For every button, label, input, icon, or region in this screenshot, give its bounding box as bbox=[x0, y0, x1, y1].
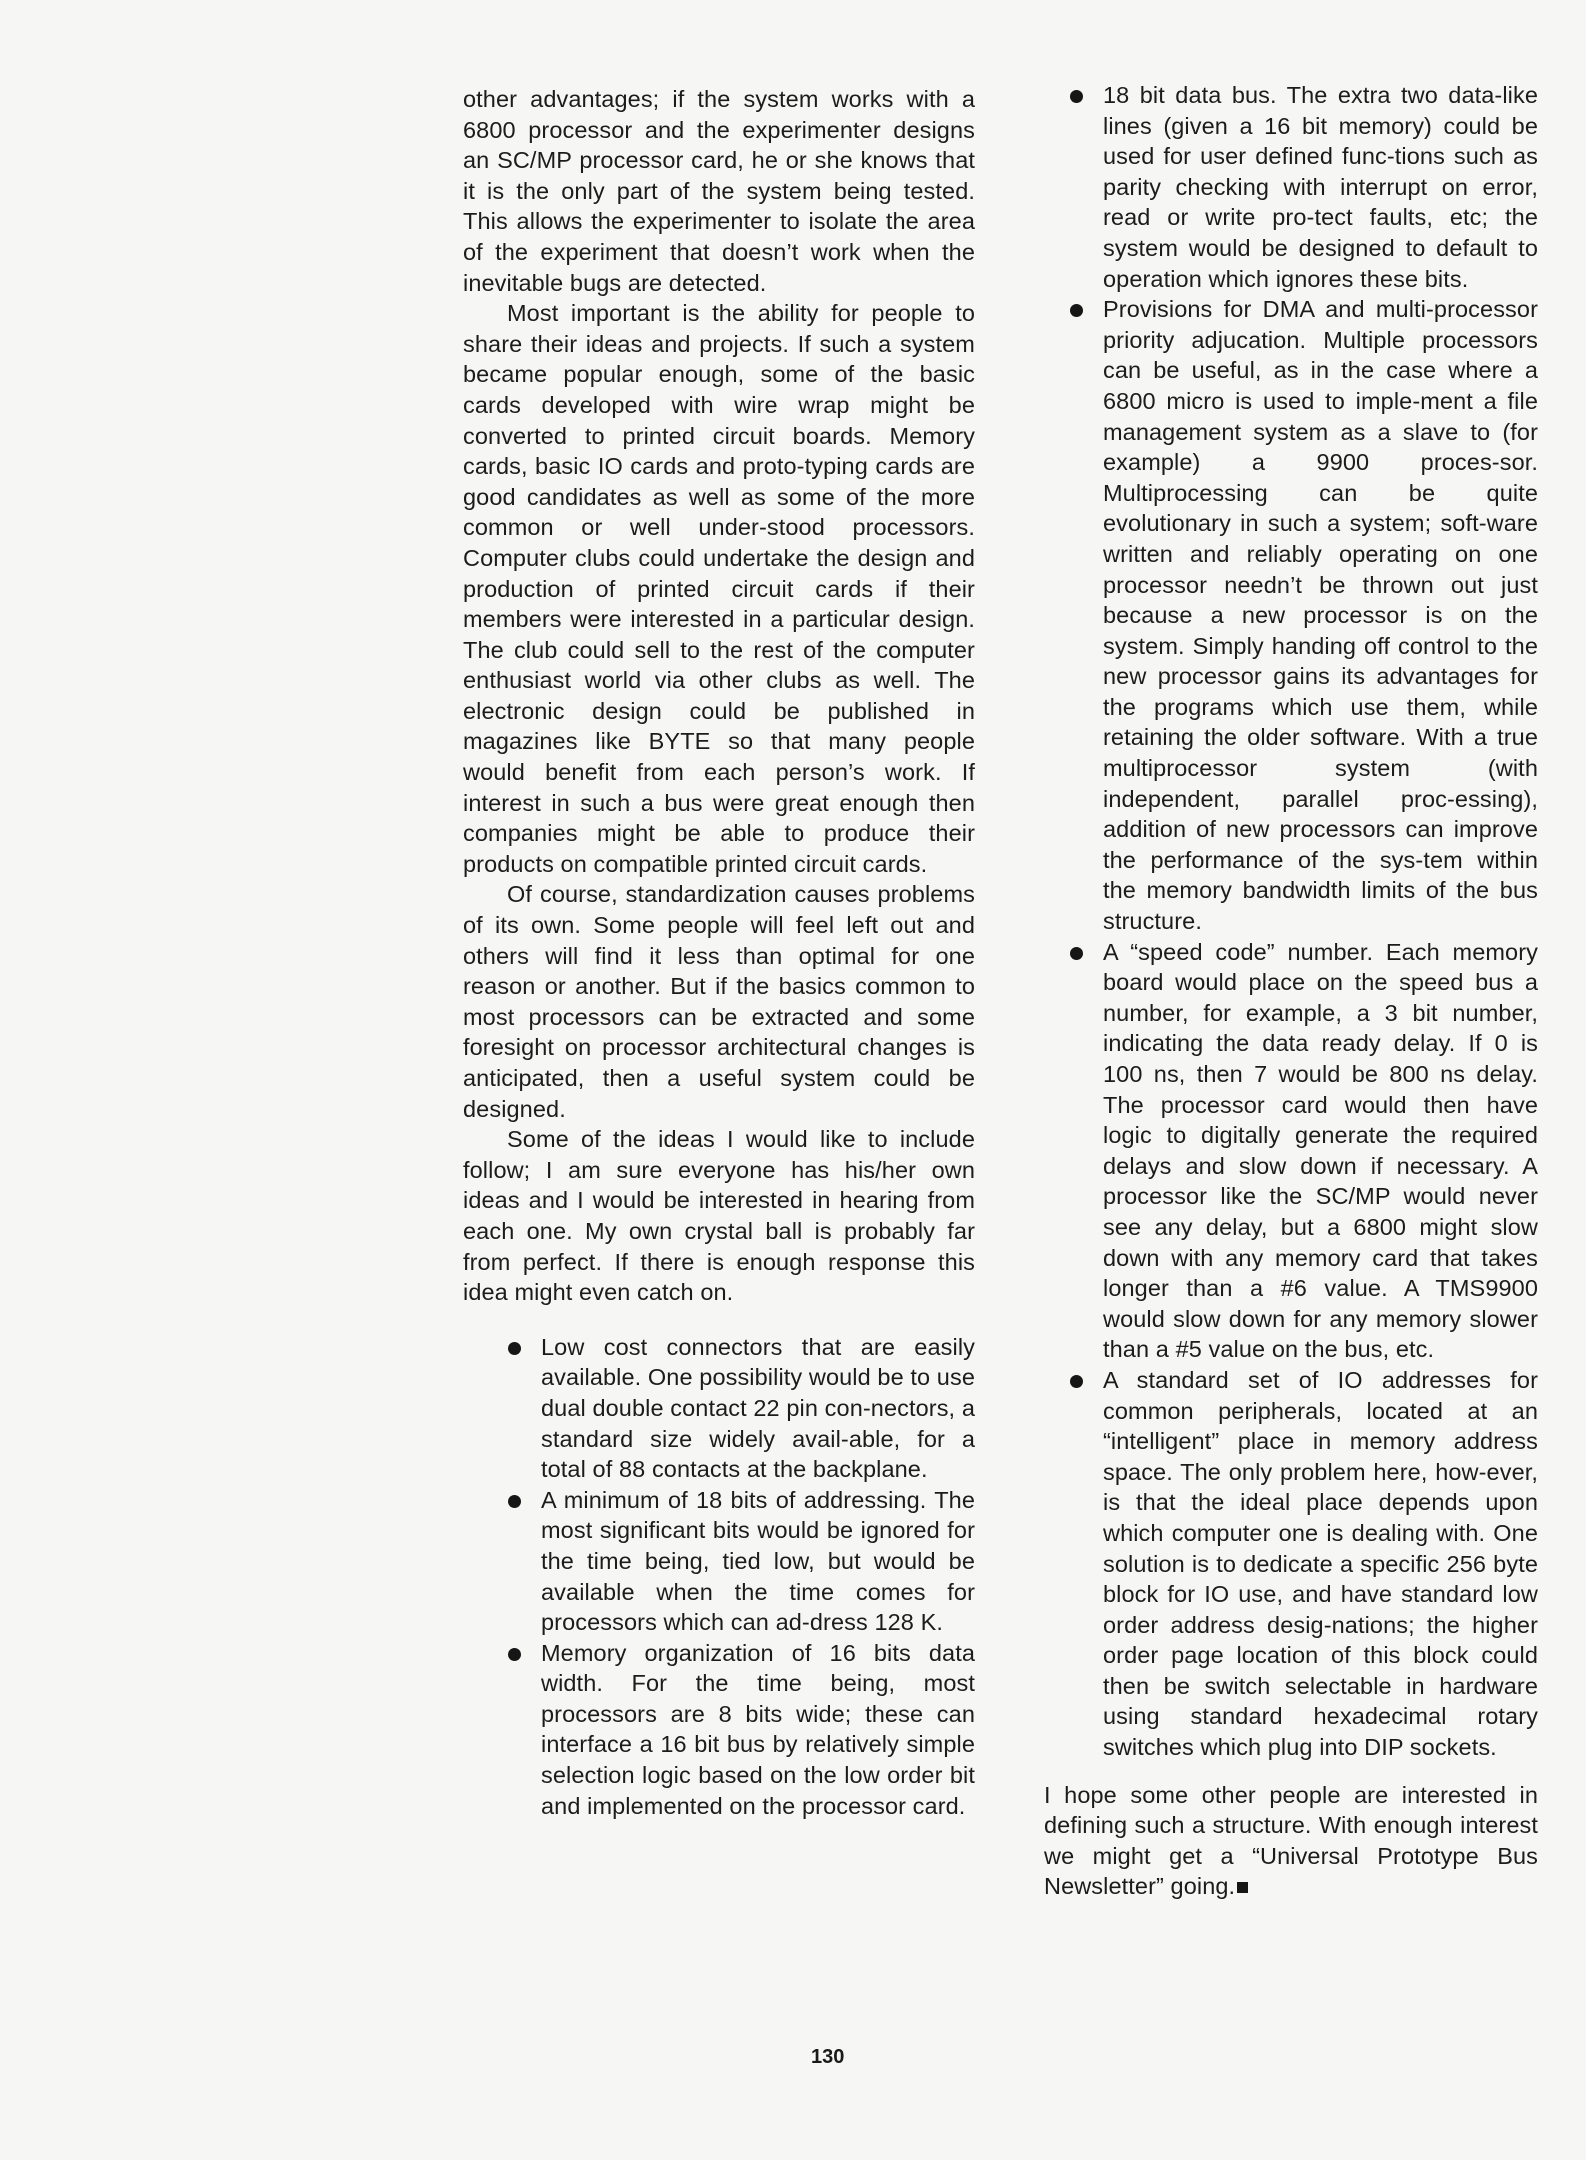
bullet-text: 18 bit data bus. The extra two data-like lines (given a 16 bit memory) could be used for user defined func-tions such as parity checking with interrupt on error, read or write pro-tect faults, etc; the system would be designed to default to operation which ignores these bits. bbox=[1103, 82, 1538, 292]
bullet-icon bbox=[1070, 947, 1083, 960]
page-number: 130 bbox=[811, 2046, 845, 2068]
right-column bbox=[1044, 80, 1538, 1902]
bullet-item-addressing bbox=[541, 1485, 975, 1638]
paragraph-ideas-intro: Some of the ideas I would like to include follow; I am sure everyone has his/her own ideas and I would be interested in hearing from each one. My own crystal ball is probably far from perfect. If there is enough response this idea might even catch on. bbox=[463, 1126, 975, 1306]
bullet-item-data-bus bbox=[1103, 80, 1538, 294]
bullet-text: A minimum of 18 bits of addressing. The most significant bits would be ignored for the time being, tied low, but would be available when the time comes for processors which can ad-dress 128 K. bbox=[541, 1486, 975, 1636]
paragraph-continued: other advantages; if the system works with a 6800 processor and the experimenter designs an SC/MP processor card, he or she knows that it is the only part of the system being tested. This allows the experimenter to isolate the area of the experiment that doesn’t work when the inevitable bugs are detected. bbox=[463, 86, 975, 296]
paragraph-standardization: Of course, standardization causes problems of its own. Some people will feel left out and others will find it less than optimal for one reason or another. But if the basics common to most processors can be extracted and some foresight on processor architectural changes is anticipated, then a useful system could be designed. bbox=[463, 881, 975, 1122]
left-bullet-list bbox=[541, 1332, 975, 1822]
bullet-icon bbox=[508, 1495, 521, 1508]
bullet-text: Provisions for DMA and multi-processor priority adjucation. Multiple processors can be useful, as in the case where a 6800 micro is used to imple-ment a file management system as a slave to (for example) a 9900 proces-sor. Multiprocessing can be quite evolutionary in such a system; soft-ware written and reliably operating on one processor needn’t be thrown out just because a new processor is on the system. Simply handing off control to the new processor gains its advantages for the programs which use them, while retaining the older software. With a true multiprocessor system (with independent, parallel proc-essing), addition of new processors can improve the performance of the sys-tem within the memory bandwidth limits of the bus structure. bbox=[1103, 296, 1538, 935]
closing-text: I hope some other people are interested in defining such a structure. With enough interest we might get a “Universal Prototype Bus Newsletter” going. bbox=[1044, 1781, 1538, 1900]
right-bullet-list bbox=[1103, 80, 1538, 1763]
bullet-icon bbox=[508, 1342, 521, 1355]
paragraph-sharing-ideas: Most important is the ability for people to share their ideas and projects. If such a system became popular enough, some of the basic cards developed with wire wrap might be converted to printed circuit boards. Memory cards, basic IO cards and proto-typing cards are good candidates as well as some of the more common or well under-stood processors. Computer clubs could undertake the design and production of printed circuit cards if their members were interested in a particular design. The club could sell to the rest of the computer enthusiast world via other clubs as well. The electronic design could be published in magazines like BYTE so that many people would benefit from each person’s work. If interest in such a bus were great enough then companies might be able to produce their products on compatible printed circuit cards. bbox=[463, 300, 975, 877]
bullet-text: A standard set of IO addresses for common peripherals, located at an “intelligent” place in memory address space. The only problem here, how-ever, is that the ideal place depends upon which computer one is dealing with. One solution is to dedicate a specific 256 byte block for IO use, and have standard low order address desig-nations; the higher order page location of this block could then be switch selectable in hardware using standard hexadecimal rotary switches which plug into DIP sockets. bbox=[1103, 1366, 1538, 1761]
left-column bbox=[463, 84, 975, 1821]
bullet-icon bbox=[1070, 304, 1083, 317]
bullet-item-speed-code bbox=[1103, 937, 1538, 1365]
bullet-icon bbox=[508, 1648, 521, 1661]
bullet-item-memory-organization bbox=[541, 1638, 975, 1822]
bullet-text: Memory organization of 16 bits data width. For the time being, most processors are 8 bits wide; these can interface a 16 bit bus by relatively simple selection logic based on the low order bit and implemented on the processor card. bbox=[541, 1639, 975, 1819]
bullet-item-connectors bbox=[541, 1332, 975, 1485]
bullet-item-dma-multiprocessor bbox=[1103, 294, 1538, 936]
bullet-item-io-addresses bbox=[1103, 1365, 1538, 1763]
bullet-icon bbox=[1070, 1375, 1083, 1388]
bullet-text: Low cost connectors that are easily available. One possibility would be to use dual double contact 22 pin con-nectors, a standard size widely avail-able, for a total of 88 contacts at the backplane. bbox=[541, 1333, 975, 1483]
end-of-article-square-icon bbox=[1237, 1882, 1248, 1893]
closing-paragraph bbox=[1044, 1780, 1538, 1902]
bullet-text: A “speed code” number. Each memory board would place on the speed bus a number, for example, a 3 bit number, indicating the data ready delay. If 0 is 100 ns, then 7 would be 800 ns delay. The processor card would then have logic to digitally generate the required delays and slow down if necessary. A processor like the SC/MP would never see any delay, but a 6800 might slow down with any memory card that takes longer than a #6 value. A TMS9900 would slow down for any memory slower than a #5 value on the bus, etc. bbox=[1103, 938, 1538, 1363]
bullet-icon bbox=[1070, 90, 1083, 103]
